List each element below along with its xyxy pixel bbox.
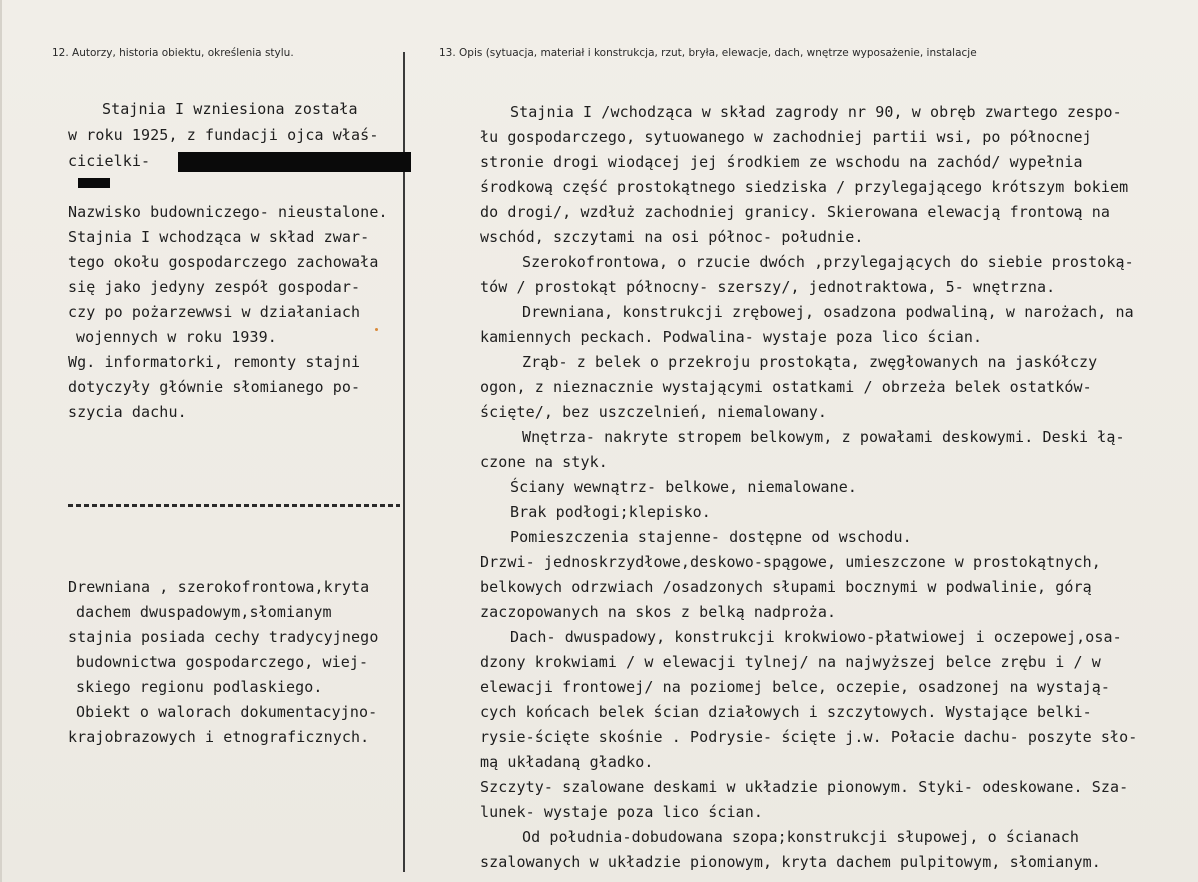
history-line: czy po pożarzewwsi w działaniach <box>68 303 361 321</box>
column-divider <box>403 52 405 872</box>
description-line: wschód, szczytami na osi północ- południe. <box>480 228 864 246</box>
description-line: rysie-ścięte skośnie . Podrysie- ścięte j.w. Połacie dachu- poszyte sło- <box>480 728 1138 746</box>
history-line: tego okołu gospodarczego zachowała <box>68 253 379 271</box>
description-line: mą układaną gładko. <box>480 753 654 771</box>
description-line: Pomieszczenia stajenne- dostępne od wschodu. <box>510 528 912 546</box>
description-line: Szczyty- szalowane deskami w układzie pionowym. Styki- odeskowane. Sza- <box>480 778 1129 796</box>
description-line: stronie drogi wiodącej jej środkiem ze wschodu na zachód/ wypełnia <box>480 153 1083 171</box>
history-line: się jako jedyny zespół gospodar- <box>68 278 361 296</box>
description-line: kamiennych peckach. Podwalina- wystaje poza lico ścian. <box>480 328 983 346</box>
dashed-separator <box>68 504 400 507</box>
history-line: Stajnia I wchodząca w skład zwar- <box>68 228 370 246</box>
history-line: wojennych w roku 1939. <box>76 328 277 346</box>
history-line: szycia dachu. <box>68 403 187 421</box>
description-line: Wnętrza- nakryte stropem belkowym, z powałami deskowymi. Deski łą- <box>522 428 1125 446</box>
section-12-header: 12. Autorzy, historia obiektu, określenia stylu. <box>52 47 294 59</box>
description-line: Ściany wewnątrz- belkowe, niemalowane. <box>510 478 857 496</box>
description-line: środkową część prostokątnego siedziska / przylegającego krótszym bokiem <box>480 178 1129 196</box>
description-line: dzony krokwiami / w elewacji tylnej/ na najwyższej belce zrębu i / w <box>480 653 1101 671</box>
style-line: skiego regionu podlaskiego. <box>76 678 323 696</box>
description-line: Zrąb- z belek o przekroju prostokąta, zwęgłowanych na jaskółczy <box>522 353 1098 371</box>
style-line: stajnia posiada cechy tradycyjnego <box>68 628 379 646</box>
description-line: Dach- dwuspadowy, konstrukcji krokwiowo-płatwiowej i oczepowej,osa- <box>510 628 1122 646</box>
history-line: w roku 1925, z fundacji ojca właś- <box>68 126 379 144</box>
description-line: elewacji frontowej/ na poziomej belce, oczepie, osadzonej na wystają- <box>480 678 1111 696</box>
style-line: budownictwa gospodarczego, wiej- <box>76 653 369 671</box>
description-line: Od południa-dobudowana szopa;konstrukcji słupowej, o ścianach <box>522 828 1079 846</box>
description-line: belkowych odrzwiach /osadzonych słupami bocznymi w podwalinie, górą <box>480 578 1092 596</box>
history-line: Nazwisko budowniczego- nieustalone. <box>68 203 388 221</box>
ink-mark <box>375 328 378 331</box>
style-line: Obiekt o walorach dokumentacyjno- <box>76 703 378 721</box>
redaction-bar <box>178 152 411 172</box>
description-line: ścięte/, bez uszczelnień, niemalowany. <box>480 403 827 421</box>
history-line: Wg. informatorki, remonty stajni <box>68 353 361 371</box>
description-line: ogon, z nieznacznie wystającymi ostatkami / obrzeża belek ostatków- <box>480 378 1092 396</box>
section-13-header: 13. Opis (sytuacja, materiał i konstrukcja, rzut, bryła, elewacje, dach, wnętrze wyposażenie, instalacje <box>439 47 977 59</box>
history-line: dotyczyły głównie słomianego po- <box>68 378 361 396</box>
description-line: łu gospodarczego, sytuowanego w zachodniej partii wsi, po północnej <box>480 128 1092 146</box>
style-line: dachem dwuspadowym,słomianym <box>76 603 332 621</box>
history-line: cicielki- <box>68 152 151 170</box>
description-line: Drewniana, konstrukcji zrębowej, osadzona podwaliną, w narożach, na <box>522 303 1134 321</box>
description-line: czone na styk. <box>480 453 608 471</box>
description-line: Szerokofrontowa, o rzucie dwóch ,przylegających do siebie prostoką- <box>522 253 1134 271</box>
style-line: Drewniana , szerokofrontowa,kryta <box>68 578 370 596</box>
description-line: tów / prostokąt północny- szerszy/, jednotraktowa, 5- wnętrzna. <box>480 278 1056 296</box>
style-line: krajobrazowych i etnograficznych. <box>68 728 370 746</box>
description-line: Drzwi- jednoskrzydłowe,deskowo-spągowe, umieszczone w prostokątnych, <box>480 553 1101 571</box>
description-line: szalowanych w układzie pionowym, kryta dachem pulpitowym, słomianym. <box>480 853 1101 871</box>
description-line: do drogi/, wzdłuż zachodniej granicy. Skierowana elewacją frontową na <box>480 203 1111 221</box>
description-line: lunek- wystaje poza lico ścian. <box>480 803 764 821</box>
description-line: zaczopowanych na skos z belką nadproża. <box>480 603 837 621</box>
description-line: Brak podłogi;klepisko. <box>510 503 711 521</box>
history-line: Stajnia I wzniesiona została <box>102 100 358 118</box>
description-line: Stajnia I /wchodząca w skład zagrody nr 90, w obręb zwartego zespo- <box>510 103 1122 121</box>
redaction-bar-small <box>78 178 110 188</box>
description-line: cych końcach belek ścian działowych i szczytowych. Wystające belki- <box>480 703 1092 721</box>
